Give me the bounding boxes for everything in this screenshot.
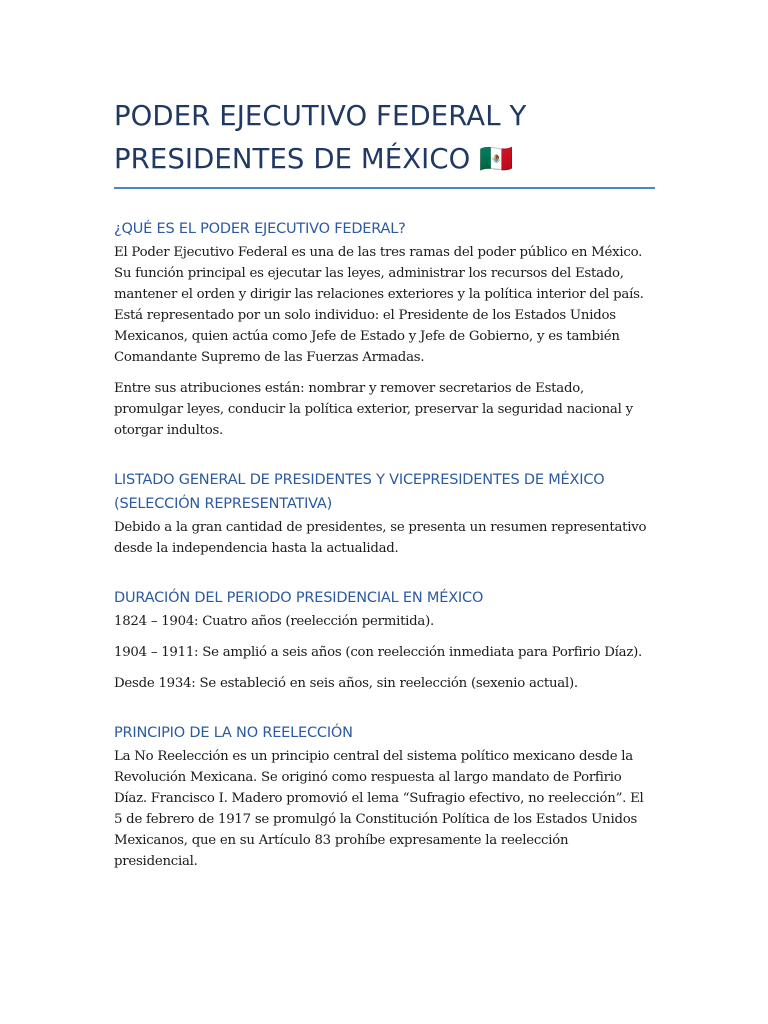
section-paragraph: El Poder Ejecutivo Federal es una de las tres ramas del poder público en México. Su función principal es ejecutar las leyes, administrar los recursos del Estado, mantener el orden y dirigir las relaciones exteriores y la política interior del país. Está representado por un solo individuo: el Presidente de los Estados Unidos Mexicanos, quien actúa como Jefe de Estado y Jefe de Gobierno, y es también Comandante Supremo de las Fuerzas Armadas. xyxy=(114,245,644,365)
section-paragraph: 1904 – 1911: Se amplió a seis años (con reelección inmediata para Porfirio Díaz). xyxy=(114,645,642,660)
section-heading-term-duration: DURACIÓN DEL PERIODO PRESIDENCIAL EN MÉXICO xyxy=(114,590,484,606)
section-heading-what-is-executive: ¿QUÉ ES EL PODER EJECUTIVO FEDERAL? xyxy=(114,221,406,237)
section-paragraph: Entre sus atribuciones están: nombrar y remover secretarios de Estado, promulgar leyes, conducir la política exterior, preservar la seguridad nacional y otorgar indultos. xyxy=(114,381,633,438)
section-paragraph: La No Reelección es un principio central del sistema político mexicano desde la Revolución Mexicana. Se originó como respuesta al largo mandato de Porfirio Díaz. Francisco I. Madero promovió el lema “Sufragio efectivo, no reelección”. El 5 de febrero de 1917 se promulgó la Constitución Política de los Estados Unidos Mexicanos, que en su Artículo 83 prohíbe expresamente la reelección presidencial. xyxy=(114,749,644,869)
section-heading-no-reelection: PRINCIPIO DE LA NO REELECCIÓN xyxy=(114,725,353,741)
section-heading-presidents-list: LISTADO GENERAL DE PRESIDENTES Y VICEPRESIDENTES DE MÉXICO (SELECCIÓN REPRESENTATIVA) xyxy=(114,472,605,512)
section-paragraph: Desde 1934: Se estableció en seis años, sin reelección (sexenio actual). xyxy=(114,676,578,691)
document-title-line-1: PODER EJECUTIVO FEDERAL Y xyxy=(114,100,527,132)
title-underline-divider xyxy=(114,187,655,189)
section-paragraph: 1824 – 1904: Cuatro años (reelección permitida). xyxy=(114,614,435,629)
document-title-line-2: PRESIDENTES DE MÉXICO 🇲🇽 xyxy=(114,143,514,175)
document-title xyxy=(114,0,655,181)
section-paragraph: Debido a la gran cantidad de presidentes, se presenta un resumen representativo desde la independencia hasta la actualidad. xyxy=(114,520,647,556)
